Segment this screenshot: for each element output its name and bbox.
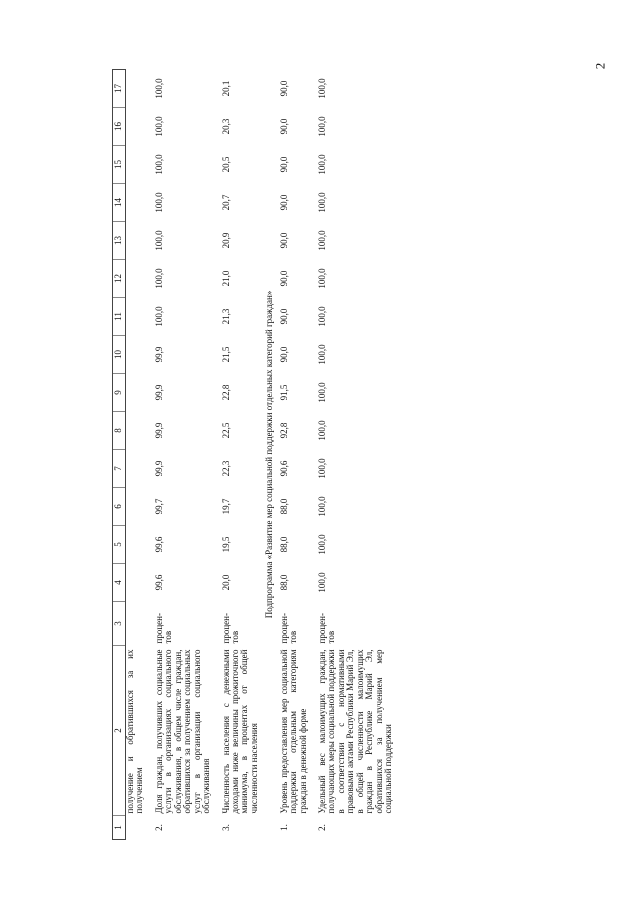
value-cell: 100,0	[317, 496, 327, 517]
col-header: 8	[113, 412, 126, 450]
row-number: 2.	[153, 824, 164, 831]
value-cell: 99,7	[153, 498, 164, 515]
value-cell: 100,0	[153, 306, 164, 327]
value-cell: 91,5	[278, 384, 289, 401]
indicator-description: Уровень предоставления мер социальной поддержки отдельным категориям граждан в денежной форме	[278, 649, 308, 814]
table-row	[280, 70, 308, 840]
value-cell: 20,7	[220, 194, 231, 211]
value-cell	[126, 412, 145, 450]
unit-cell: процен-тов	[278, 613, 299, 644]
column-number-row	[113, 70, 126, 840]
value-cell: 90,0	[278, 308, 289, 325]
value-cell: 99,9	[153, 346, 164, 363]
value-cell: 99,9	[153, 422, 164, 439]
value-cell	[126, 260, 145, 298]
row-gap	[212, 70, 222, 840]
value-cell	[126, 450, 145, 488]
col-header: 4	[113, 564, 126, 602]
value-cell: 88,0	[278, 498, 289, 515]
value-cell: 100,0	[317, 230, 327, 251]
col-header: 1	[113, 816, 126, 840]
value-cell: 19,7	[220, 498, 231, 515]
value-cell: 88,0	[278, 574, 289, 591]
value-cell: 90,0	[278, 232, 289, 249]
value-cell: 19,5	[220, 536, 231, 553]
col-header: 14	[113, 184, 126, 222]
value-cell: 20,5	[220, 156, 231, 173]
unit-cell: процен-тов	[317, 613, 337, 644]
value-cell: 100,0	[317, 382, 327, 403]
col-header: 9	[113, 374, 126, 412]
indicators-table	[112, 69, 394, 840]
col-header: 16	[113, 108, 126, 146]
value-cell	[126, 298, 145, 336]
col-header: 2	[113, 646, 126, 816]
row-number: 3.	[220, 824, 231, 831]
value-cell: 21,3	[220, 308, 231, 325]
value-cell: 100,0	[153, 116, 164, 137]
value-cell: 100,0	[153, 192, 164, 213]
value-cell: 90,0	[278, 80, 289, 97]
col-header: 17	[113, 70, 126, 108]
value-cell	[126, 146, 145, 184]
row-number	[126, 816, 145, 840]
col-header: 5	[113, 526, 126, 564]
value-cell: 20,1	[220, 80, 231, 97]
indicator-description: получение и обратившихся за их получением	[125, 649, 145, 814]
value-cell: 90,0	[278, 270, 289, 287]
col-header: 7	[113, 450, 126, 488]
indicator-description: Численность населения с денежными доходами ниже величины прожиточного минимума, в процентах от общей численности населения	[220, 649, 259, 814]
value-cell: 100,0	[153, 154, 164, 175]
value-cell: 20,9	[220, 232, 231, 249]
value-cell	[126, 336, 145, 374]
value-cell: 90,0	[278, 346, 289, 363]
value-cell	[126, 108, 145, 146]
value-cell: 22,5	[220, 422, 231, 439]
value-cell: 100,0	[153, 268, 164, 289]
value-cell: 100,0	[317, 154, 327, 175]
table-row	[222, 70, 260, 840]
table-row	[126, 70, 145, 840]
value-cell: 21,5	[220, 346, 231, 363]
value-cell: 99,6	[153, 574, 164, 591]
indicator-description: Доля граждан, получивших социальные услуги в организациях социального обслуживания, в общем числе граждан, обратившихся за получением социальных услуг в организации социального обслуживания	[153, 649, 212, 814]
col-header: 3	[113, 602, 126, 646]
value-cell: 90,0	[278, 194, 289, 211]
value-cell: 100,0	[317, 344, 327, 365]
indicator-description: Удельный вес малоимущих граждан, получающих меры социальной поддержки в соответствии с нормативными правовыми актами Республики Марий Эл, в общей численности малоимущих граждан в Республике Марий Эл, обратившихся за получением мер социальной поддержки	[317, 649, 394, 814]
value-cell: 100,0	[317, 306, 327, 327]
value-cell: 99,6	[153, 536, 164, 553]
row-number: 1.	[278, 824, 289, 831]
value-cell: 100,0	[153, 78, 164, 99]
value-cell: 100,0	[317, 534, 327, 555]
value-cell	[126, 222, 145, 260]
value-cell: 100,0	[317, 458, 327, 479]
value-cell	[126, 526, 145, 564]
value-cell: 21,0	[220, 270, 231, 287]
value-cell	[126, 184, 145, 222]
value-cell: 20,3	[220, 118, 231, 135]
value-cell: 100,0	[317, 268, 327, 289]
value-cell: 100,0	[317, 78, 327, 99]
value-cell: 92,8	[278, 422, 289, 439]
value-cell: 100,0	[317, 572, 327, 593]
page-number: 2	[592, 62, 608, 70]
value-cell: 22,8	[220, 384, 231, 401]
value-cell	[126, 70, 145, 108]
subprogram-title: Подпрограмма «Развитие мер социальной поддержки отдельных категорий граждан»	[264, 290, 275, 619]
row-number: 2.	[317, 824, 327, 831]
col-header: 11	[113, 298, 126, 336]
value-cell: 100,0	[317, 192, 327, 213]
rotated-table-wrapper	[112, 80, 632, 840]
col-header: 12	[113, 260, 126, 298]
value-cell: 100,0	[317, 116, 327, 137]
value-cell	[126, 564, 145, 602]
value-cell: 99,9	[153, 460, 164, 477]
value-cell: 100,0	[153, 230, 164, 251]
col-header: 6	[113, 488, 126, 526]
table-row	[318, 70, 394, 840]
value-cell: 100,0	[317, 420, 327, 441]
value-cell	[126, 488, 145, 526]
unit-cell: процен-тов	[220, 613, 240, 644]
unit-cell	[126, 602, 145, 646]
value-cell: 90,0	[278, 118, 289, 135]
value-cell: 22,3	[220, 460, 231, 477]
col-header: 13	[113, 222, 126, 260]
value-cell: 88,0	[278, 536, 289, 553]
table-row	[155, 70, 212, 840]
value-cell: 90,0	[278, 156, 289, 173]
value-cell: 99,9	[153, 384, 164, 401]
unit-cell: процен-тов	[153, 613, 174, 644]
value-cell: 20,0	[220, 574, 231, 591]
col-header: 15	[113, 146, 126, 184]
value-cell	[126, 374, 145, 412]
value-cell: 90,6	[278, 460, 289, 477]
subprogram-row	[259, 70, 279, 840]
col-header: 10	[113, 336, 126, 374]
